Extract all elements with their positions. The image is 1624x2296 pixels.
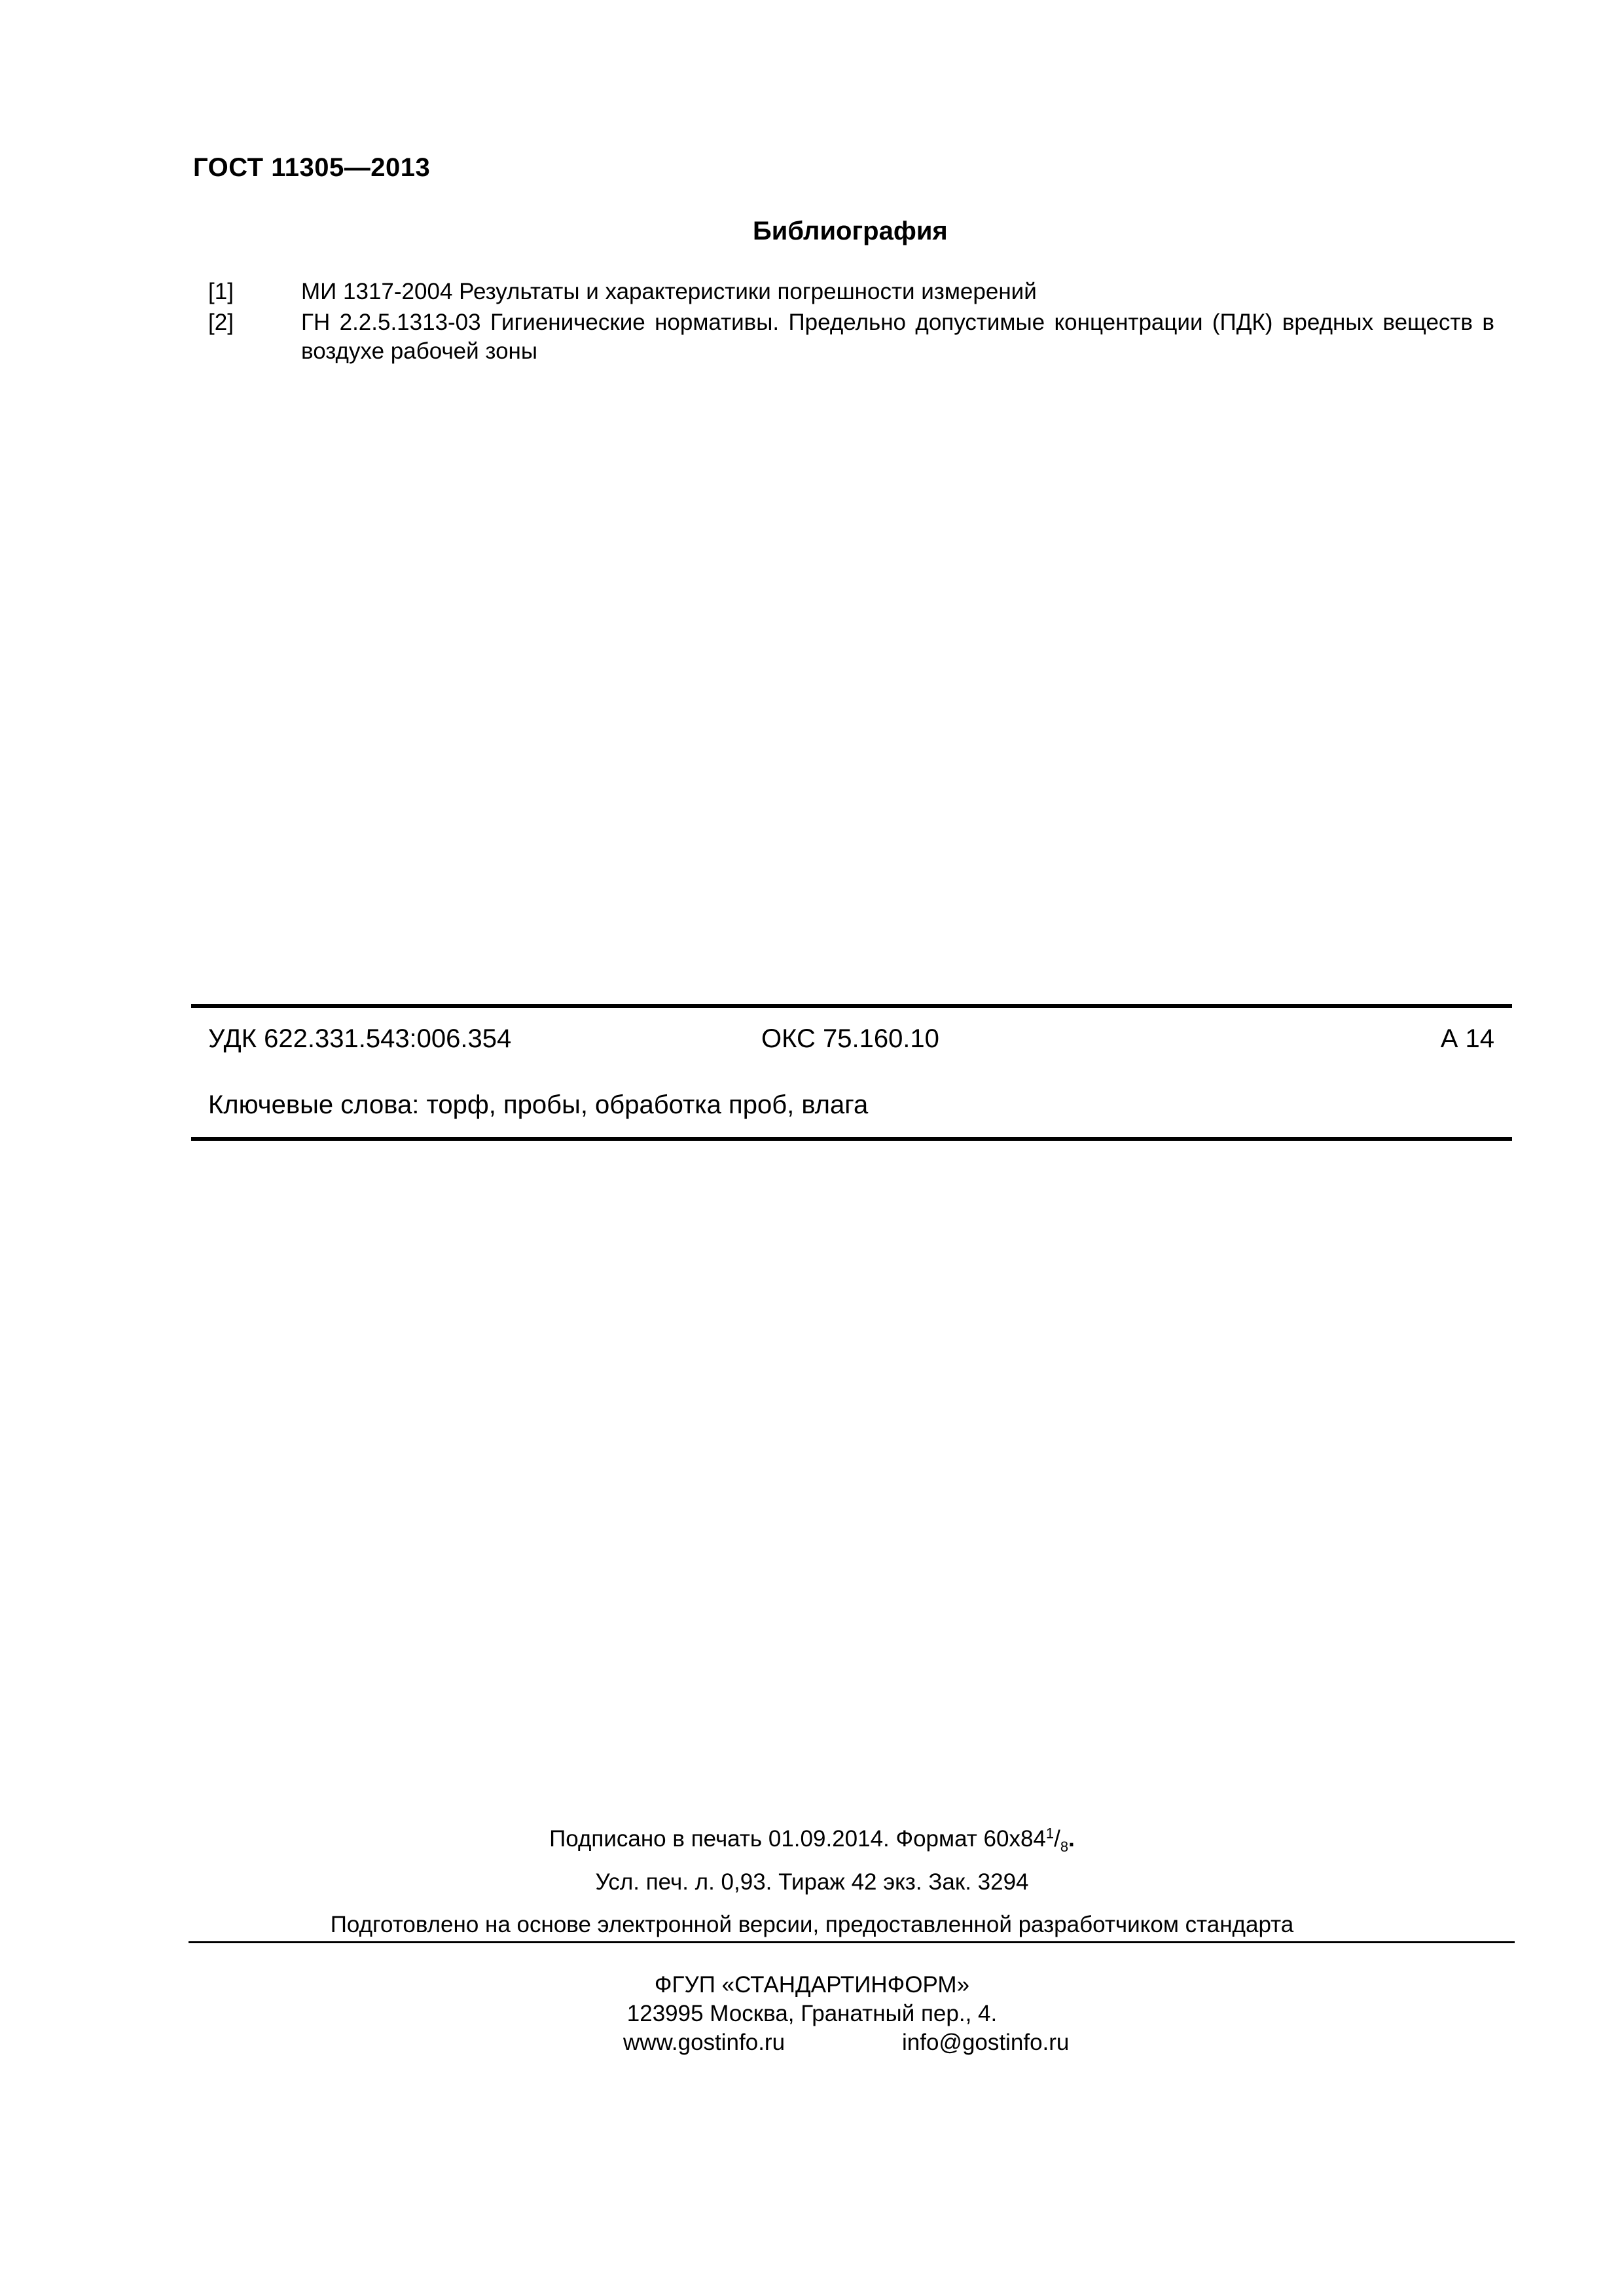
classification-top-rule <box>191 1004 1512 1008</box>
page-header-standard-number: ГОСТ 11305—2013 <box>193 153 431 182</box>
format-period: . <box>1068 1826 1075 1852</box>
bibliography-title: Библиография <box>753 217 948 245</box>
group-code: А 14 <box>1440 1024 1494 1053</box>
imprint-signed-text: Подписано в печать 01.09.2014. Формат 60х84 <box>549 1826 1046 1852</box>
format-subscript: 8 <box>1060 1839 1069 1855</box>
bibliography-item-text: ГН 2.2.5.1313-03 Гигиенические нормативы. Предельно допустимые концентрации (ПДК) вредных веществ в воздухе рабочей зоны <box>301 310 1494 364</box>
publisher-email-link[interactable]: info@gostinfo.ru <box>902 2030 1070 2055</box>
imprint-rule <box>189 1941 1515 1943</box>
bibliography-item <box>208 278 1494 306</box>
publisher-website-link[interactable]: www.gostinfo.ru <box>623 2030 785 2055</box>
imprint-sheets-line: Усл. печ. л. 0,93. Тираж 42 экз. Зак. 3294 <box>595 1869 1029 1895</box>
classification-row <box>208 1024 1494 1057</box>
publisher-name: ФГУП «СТАНДАРТИНФОРМ» <box>654 1972 970 1998</box>
imprint-prepared-line: Подготовлено на основе электронной версии, предоставленной разработчиком стандарта <box>330 1912 1294 1937</box>
oks-code: ОКС 75.160.10 <box>761 1024 939 1053</box>
bibliography-item-text: МИ 1317-2004 Результаты и характеристики погрешности измерений <box>301 279 1037 304</box>
bibliography-item-number: [1] <box>208 279 234 304</box>
imprint-signed-line <box>0 1825 1624 1855</box>
publisher-address: 123995 Москва, Гранатный пер., 4. <box>626 2001 998 2026</box>
format-slash: / <box>1054 1826 1060 1852</box>
format-superscript: 1 <box>1045 1825 1055 1842</box>
keywords: Ключевые слова: торф, пробы, обработка проб, влага <box>208 1090 869 1119</box>
bibliography-item-number: [2] <box>208 310 234 335</box>
bibliography-item <box>208 308 1494 366</box>
udk-code: УДК 622.331.543:006.354 <box>208 1024 512 1053</box>
classification-bottom-rule <box>191 1137 1512 1141</box>
bibliography-list <box>208 278 1494 368</box>
